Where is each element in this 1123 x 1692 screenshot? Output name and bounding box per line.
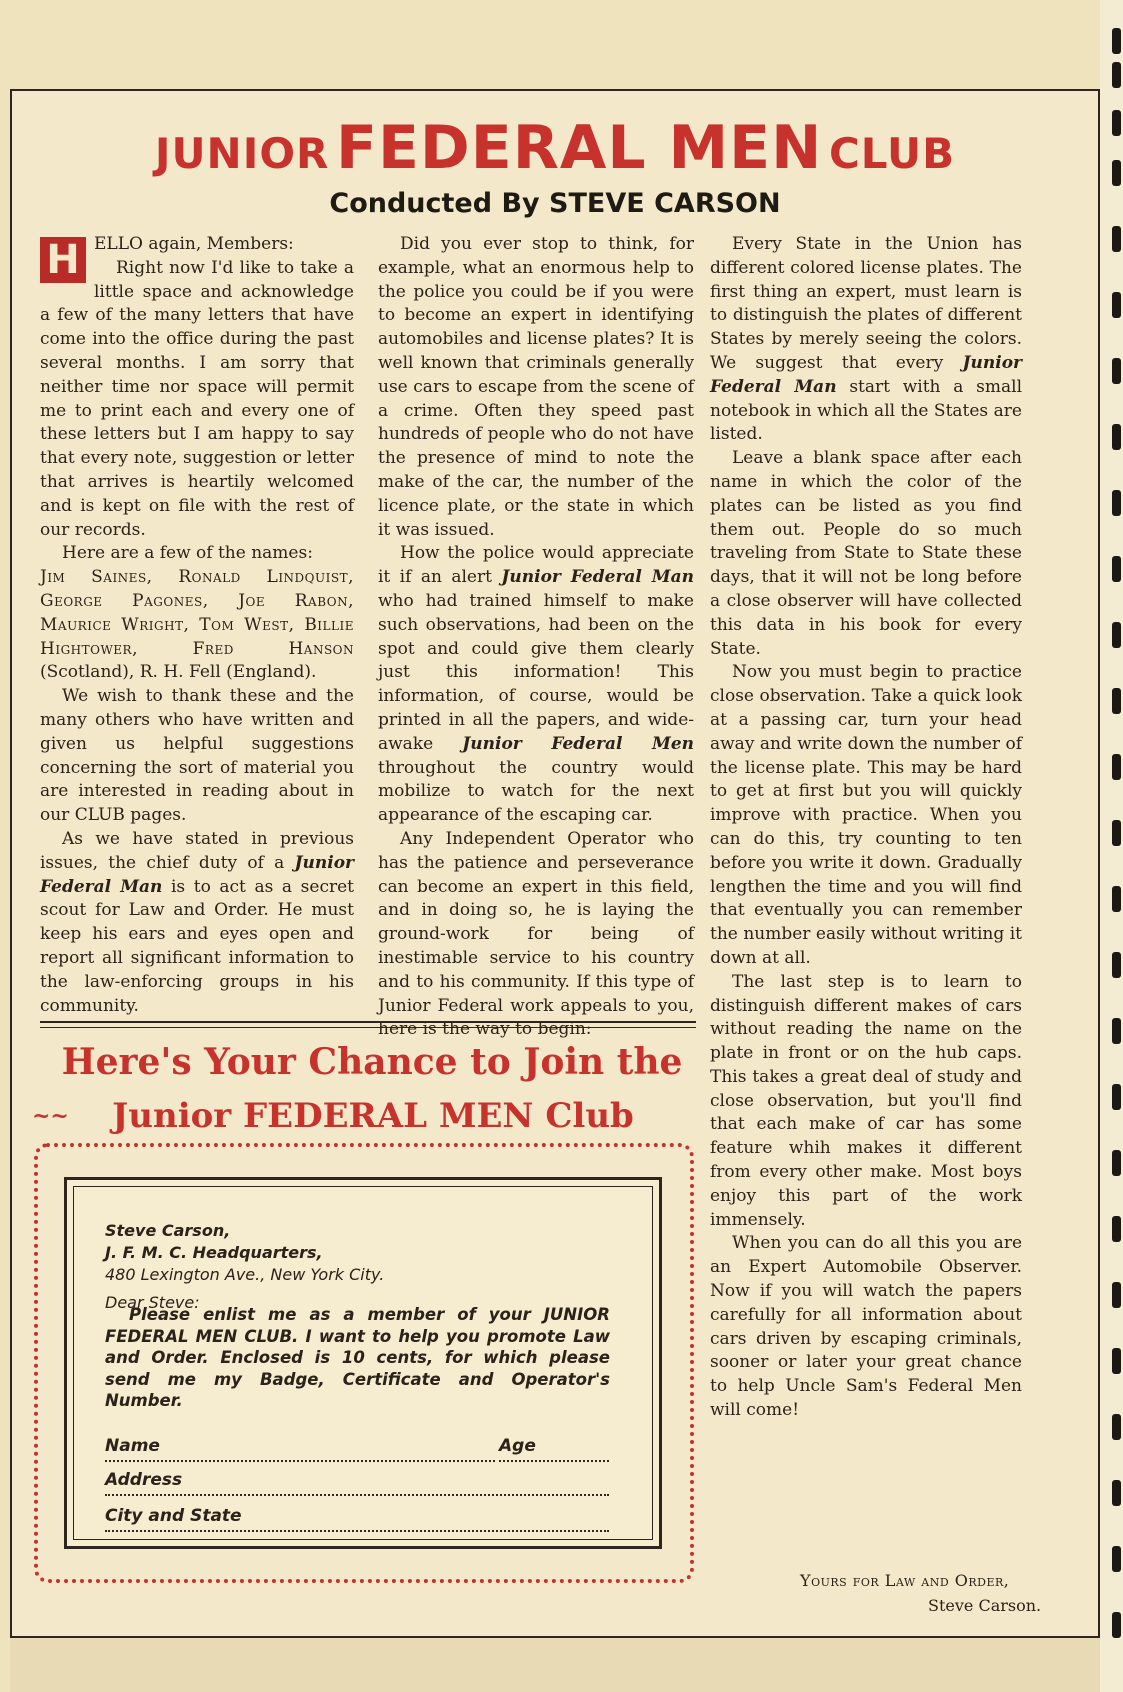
member-names: Jim Saines, Ronald Lindquist, George Pagones, Joe Rabon, Maurice Wright, Tom West, Billie Hightower, Fred Hanson (Scotland), R. H. Fell (England). [40,567,354,683]
club-page [10,89,1100,1638]
paragraph: Now you must begin to practice close observation. Take a quick look at a passing car, turn your head away and write down the number of the license plate. This may be hard to get at first but you will quickly improve with practice. When you can do this, try counting to ten before you write it down. Gradually lengthen the time and you will find that eventually you can remember the number easily without writing it down at all. [710,662,1022,968]
signature: Steve Carson. [928,1596,1042,1615]
city-state-field[interactable]: City and State [105,1506,609,1532]
bottom-margin [10,1636,1100,1692]
address-field[interactable]: Address [105,1470,609,1496]
divider [40,1021,696,1023]
age-field[interactable]: Age [499,1436,609,1462]
coupon-message: Please enlist me as a member of your JUNIOR FEDERAL MEN CLUB. I want to help you promote Law and Order. Enclosed is 10 cents, for which please send me my Badge, Certificate and Operator's Number. [105,1305,610,1410]
promo-heading: Here's Your Chance to Join the [61,1041,683,1083]
paragraph: The last step is to learn to distinguish different makes of cars without reading the name on the plate in front or on the hub caps. This takes a great deal of study and close observation, but you'll find that each make of car has some feature whih makes it different from every other make. Most boys enjoy this part of the work immensely. [710,971,1022,1230]
paragraph: We wish to thank these and the many others who have written and given us helpful suggestions concerning the sort of material you are interested in reading about in our CLUB pages. [40,686,354,826]
paragraph: When you can do all this you are an Expert Automobile Observer. Now if you will watch the papers carefully for all information about cars driven by escaping criminals, sooner or later your great chance to help Uncle Sam's Federal Men will come! [710,1233,1022,1421]
article-column-2 [378,233,694,1040]
membership-coupon[interactable] [64,1177,662,1549]
name-field[interactable]: Name [105,1436,495,1462]
article-column-3 [710,233,1022,1563]
swirl-ornament-icon: ~~ [32,1103,69,1129]
greeting: ELLO again, Members: [94,234,294,254]
paragraph: Here are a few of the names: [62,543,313,564]
coupon-address: Steve Carson, J. F. M. C. Headquarters, 480 Lexington Ave., New York City. Dear Steve: [105,1221,385,1312]
paragraph: Leave a blank space after each name in which the color of the plates can be listed as you find them out. People do so much traveling from State to State these days, that it will not be long before a close observer will have collected this data in his book for every State. [710,448,1022,659]
divider [40,1027,696,1028]
closing: Yours for Law and Order, [800,1571,1010,1590]
promo-subheading: Junior FEDERAL MEN Club [78,1096,668,1136]
paragraph: How the police would appreciate it if an alert Junior Federal Man who had trained himself to make such observations, had been on the spot and could give them clearly just this information! This information, of course, would be printed in all the papers, and wide-awake Junior Federal Men throughout the country would mobilize to watch for the next appearance of the escaping car. [378,543,694,826]
paragraph: As we have stated in previous issues, the chief duty of a Junior Federal Man is to act as a secret scout for Law and Order. He must keep his ears and eyes open and report all significant information to the law-enforcing groups in his community. [40,828,355,1016]
byline: Conducted By STEVE CARSON [329,188,781,219]
paragraph: Did you ever stop to think, for example, what an enormous help to the police you could be if you were to become an expert in identifying automobiles and license plates? It is well known that criminals generally use cars to escape from the scene of a crime. Often they speed past hundreds of people who do not have the presence of mind to note the make of the car, the number of the licence plate, or the state in which it was issued. [378,234,694,540]
page-title: JUNIOR FEDERAL MEN CLUB [154,113,956,183]
paragraph: Any Independent Operator who has the patience and perseverance can become an expert in this field, and in doing so, he is laying the ground-work for being of inestimable service to his country and to his community. If this type of Junior Federal work appeals to you, here is the way to begin: [378,828,694,1040]
drop-cap: H [40,237,86,283]
paragraph: Right now I'd like to take a little space and acknowledge a few of the many letters that have come into the office during the past several months. I am sorry that neither time nor space will permit me to print each and every one of these letters but I am happy to say that every note, suggestion or letter that arrives is heartily welcomed and is kept on file with the rest of our records. [40,257,354,540]
article-column-1 [40,233,355,1016]
paragraph: Every State in the Union has different colored license plates. The first thing an expert, must learn is to distinguish the plates of different States by merely seeing the colors. We suggest that every Junior Federal Man start with a small notebook in which all the States are listed. [710,234,1023,445]
binding-holes [1112,0,1122,1692]
